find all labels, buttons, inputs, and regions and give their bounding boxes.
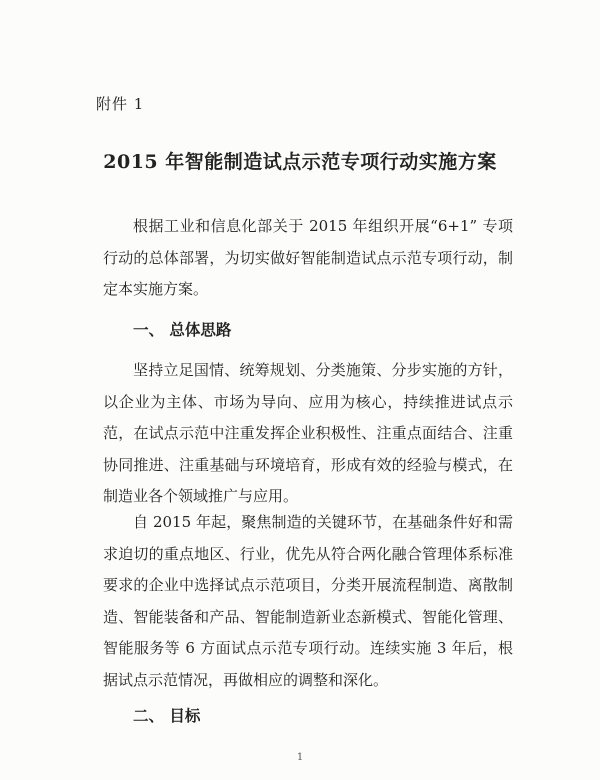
section1-paragraph-2: 自 2015 年起，聚焦制造的关键环节，在基础条件好和需求迫切的重点地区、行业，优先从符合两化融合管理体系标准要求的企业中选择试点示范项目，分类开展流程制造、离散制造、智能装备和产品、智能制造新业态新模式、智能化管理、智能服务等 6 方面试点示范专项行动。连续实施 3 年后，根据试点示范情况，再做相应的调整和深化。 [103,513,513,689]
page-number: 1 [296,752,304,763]
intro-paragraph: 根据工业和信息化部关于 2015 年组织开展“6+1” 专项行动的总体部署，为切实做好智能制造试点示范专项行动，制定本实施方案。 [103,217,513,298]
section-heading-overall-approach: 一、 总体思路 [133,320,232,339]
section1-paragraph-1: 坚持立足国情、统筹规划、分类施策、分步实施的方针，以企业为主体、市场为导向、应用为核心，持续推进试点示范，在试点示范中注重发挥企业积极性、注重点面结合、注重协同推进、注重基础与环境培育，形成有效的经验与模式，在制造业各个领域推广与应用。 [103,361,513,505]
attachment-label: 附件 1 [96,95,145,113]
document-title: 2015 年智能制造试点示范专项行动实施方案 [103,151,497,173]
section-heading-goals: 二、 目标 [133,706,201,725]
